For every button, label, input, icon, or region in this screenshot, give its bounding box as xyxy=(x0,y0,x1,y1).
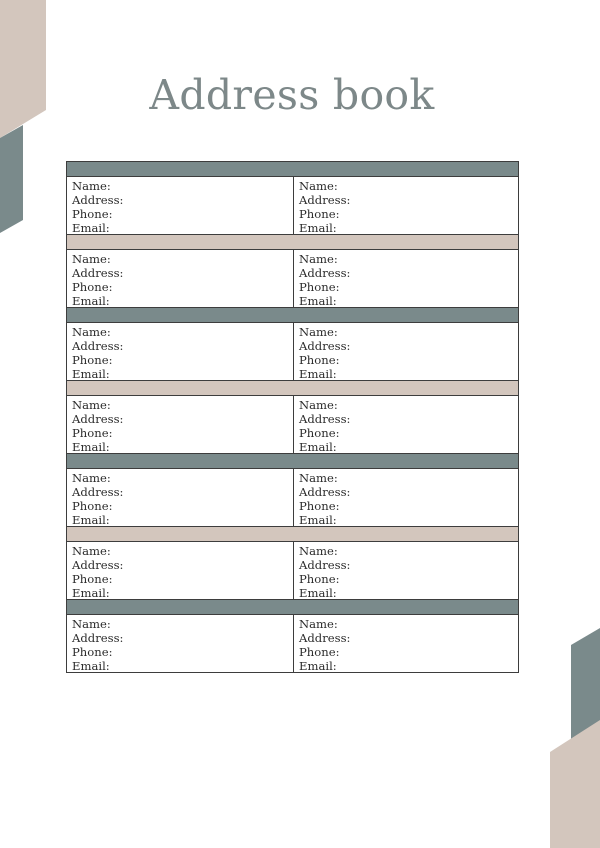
phone-label: Phone: xyxy=(299,499,340,513)
address-label: Address: xyxy=(72,558,124,572)
entry-card[interactable] xyxy=(67,396,294,453)
address-label: Address: xyxy=(299,485,351,499)
address-label: Address: xyxy=(299,193,351,207)
section-band xyxy=(67,234,518,250)
entry-card[interactable] xyxy=(67,250,294,307)
phone-label: Phone: xyxy=(72,645,113,659)
address-label: Address: xyxy=(72,485,124,499)
name-label: Name: xyxy=(72,252,111,266)
entry-card[interactable] xyxy=(67,177,294,234)
name-label: Name: xyxy=(299,252,338,266)
email-label: Email: xyxy=(299,440,337,454)
entry-row xyxy=(67,250,518,307)
address-block xyxy=(67,162,518,234)
address-label: Address: xyxy=(72,266,124,280)
address-label: Address: xyxy=(72,412,124,426)
address-block xyxy=(67,234,518,307)
name-label: Name: xyxy=(72,544,111,558)
address-block xyxy=(67,307,518,380)
section-band xyxy=(67,599,518,615)
phone-label: Phone: xyxy=(72,353,113,367)
entry-card[interactable] xyxy=(294,177,518,234)
email-label: Email: xyxy=(299,294,337,308)
email-label: Email: xyxy=(72,513,110,527)
phone-label: Phone: xyxy=(299,353,340,367)
name-label: Name: xyxy=(72,617,111,631)
email-label: Email: xyxy=(299,367,337,381)
phone-label: Phone: xyxy=(72,280,113,294)
address-block xyxy=(67,526,518,599)
name-label: Name: xyxy=(299,544,338,558)
entry-card[interactable] xyxy=(294,542,518,599)
entry-row xyxy=(67,396,518,453)
phone-label: Phone: xyxy=(299,207,340,221)
phone-label: Phone: xyxy=(72,426,113,440)
bottom-right-slate-shape xyxy=(571,628,600,740)
name-label: Name: xyxy=(299,471,338,485)
section-band xyxy=(67,162,518,177)
phone-label: Phone: xyxy=(299,426,340,440)
email-label: Email: xyxy=(72,586,110,600)
section-band xyxy=(67,307,518,323)
section-band xyxy=(67,526,518,542)
name-label: Name: xyxy=(299,398,338,412)
name-label: Name: xyxy=(299,179,338,193)
name-label: Name: xyxy=(72,325,111,339)
address-label: Address: xyxy=(72,631,124,645)
address-label: Address: xyxy=(299,266,351,280)
email-label: Email: xyxy=(72,294,110,308)
email-label: Email: xyxy=(299,221,337,235)
address-label: Address: xyxy=(299,558,351,572)
phone-label: Phone: xyxy=(72,499,113,513)
entry-row xyxy=(67,542,518,599)
name-label: Name: xyxy=(72,398,111,412)
address-table xyxy=(66,161,519,673)
entry-card[interactable] xyxy=(67,469,294,526)
address-label: Address: xyxy=(299,339,351,353)
entry-row xyxy=(67,469,518,526)
email-label: Email: xyxy=(72,221,110,235)
entry-card[interactable] xyxy=(67,323,294,380)
entry-card[interactable] xyxy=(294,323,518,380)
entry-card[interactable] xyxy=(294,615,518,672)
phone-label: Phone: xyxy=(299,645,340,659)
phone-label: Phone: xyxy=(72,207,113,221)
email-label: Email: xyxy=(72,367,110,381)
address-label: Address: xyxy=(299,631,351,645)
section-band xyxy=(67,453,518,469)
page-title: Address book xyxy=(149,71,435,119)
email-label: Email: xyxy=(299,659,337,673)
entry-row xyxy=(67,615,518,672)
address-label: Address: xyxy=(72,193,124,207)
entry-card[interactable] xyxy=(67,542,294,599)
entry-card[interactable] xyxy=(294,250,518,307)
entry-card[interactable] xyxy=(294,469,518,526)
section-band xyxy=(67,380,518,396)
address-block xyxy=(67,380,518,453)
email-label: Email: xyxy=(72,659,110,673)
email-label: Email: xyxy=(72,440,110,454)
top-left-slate-shape xyxy=(0,125,23,233)
email-label: Email: xyxy=(299,586,337,600)
address-label: Address: xyxy=(72,339,124,353)
name-label: Name: xyxy=(72,471,111,485)
phone-label: Phone: xyxy=(72,572,113,586)
name-label: Name: xyxy=(299,617,338,631)
address-block xyxy=(67,453,518,526)
phone-label: Phone: xyxy=(299,280,340,294)
name-label: Name: xyxy=(72,179,111,193)
phone-label: Phone: xyxy=(299,572,340,586)
entry-card[interactable] xyxy=(294,396,518,453)
entry-row xyxy=(67,323,518,380)
bottom-right-beige-shape xyxy=(550,720,600,848)
entry-card[interactable] xyxy=(67,615,294,672)
email-label: Email: xyxy=(299,513,337,527)
address-label: Address: xyxy=(299,412,351,426)
name-label: Name: xyxy=(299,325,338,339)
entry-row xyxy=(67,177,518,234)
address-block xyxy=(67,599,518,672)
